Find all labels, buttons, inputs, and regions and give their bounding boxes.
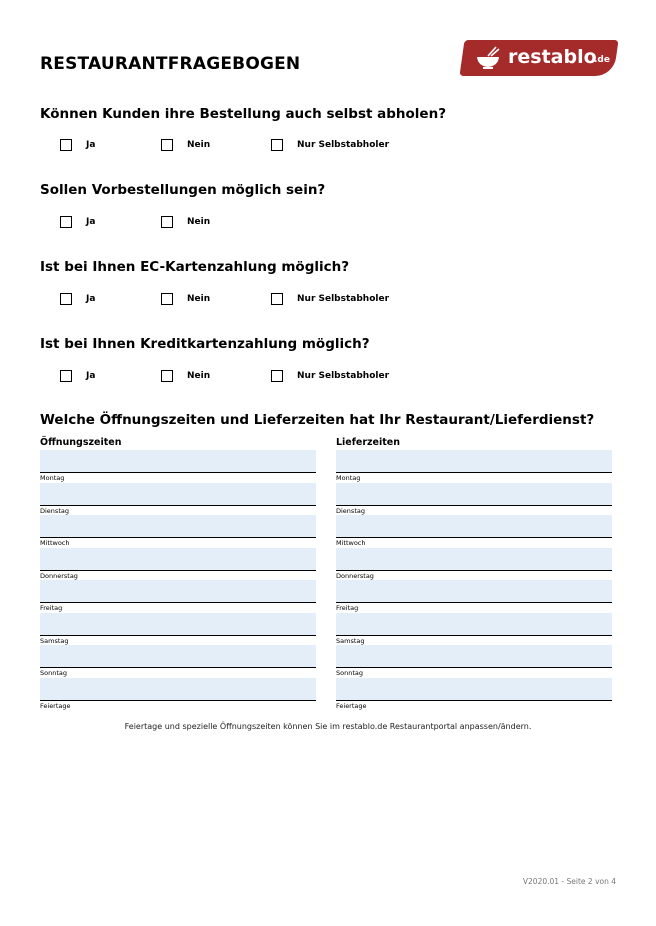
opening-hours-row <box>40 548 316 580</box>
day-label: Feiertage <box>40 701 71 710</box>
option-label: Nein <box>187 371 211 381</box>
day-label: Samstag <box>40 636 69 645</box>
delivery-hours-row <box>336 645 612 677</box>
delivery-hours-row <box>336 515 612 547</box>
day-label: Feiertage <box>336 701 367 710</box>
delivery-hours-time-field[interactable] <box>336 580 612 603</box>
option-label: Nein <box>187 294 211 304</box>
checkbox[interactable] <box>161 293 173 305</box>
opening-hours-time-field[interactable] <box>40 515 316 538</box>
question-self-pickup: Können Kunden ihre Bestellung auch selbst abholen? <box>40 106 447 122</box>
opening-hours-row <box>40 645 316 677</box>
day-label: Donnerstag <box>40 571 78 580</box>
delivery-hours-time-field[interactable] <box>336 613 612 636</box>
checkbox[interactable] <box>60 370 72 382</box>
checkbox[interactable] <box>161 370 173 382</box>
day-label: Montag <box>336 474 361 482</box>
delivery-hours-time-field[interactable] <box>336 678 612 701</box>
opening-hours-row <box>40 515 316 547</box>
checkbox[interactable] <box>161 139 173 151</box>
opening-hours-row <box>40 613 316 645</box>
logo-text: restablo <box>508 46 597 68</box>
logo-tld: .de <box>594 55 610 65</box>
checkbox[interactable] <box>60 216 72 228</box>
day-label: Freitag <box>40 604 63 612</box>
option-label: Nein <box>187 217 211 227</box>
option-label: Ja <box>86 371 96 381</box>
day-label: Freitag <box>336 604 359 612</box>
day-label: Dienstag <box>336 506 365 515</box>
checkbox[interactable] <box>271 370 283 382</box>
day-label: Sonntag <box>336 669 363 677</box>
checkbox[interactable] <box>271 139 283 151</box>
option-label: Nur Selbstabholer <box>297 140 390 150</box>
day-label: Montag <box>40 474 65 482</box>
opening-hours-time-field[interactable] <box>40 613 316 636</box>
option-label: Ja <box>86 217 96 227</box>
checkbox[interactable] <box>60 139 72 151</box>
option-label: Nur Selbstabholer <box>297 294 390 304</box>
opening-hours-time-field[interactable] <box>40 548 316 571</box>
day-label: Donnerstag <box>336 571 374 580</box>
opening-hours-time-field[interactable] <box>40 450 316 473</box>
delivery-hours-heading: Lieferzeiten <box>336 437 400 448</box>
delivery-hours-time-field[interactable] <box>336 483 612 506</box>
checkbox[interactable] <box>60 293 72 305</box>
delivery-hours-time-field[interactable] <box>336 450 612 473</box>
day-label: Dienstag <box>40 506 69 515</box>
delivery-hours-row <box>336 580 612 612</box>
checkbox[interactable] <box>271 293 283 305</box>
opening-hours-time-field[interactable] <box>40 645 316 668</box>
question-credit-card: Ist bei Ihnen Kreditkartenzahlung möglich? <box>40 336 370 352</box>
delivery-hours-row <box>336 613 612 645</box>
delivery-hours-time-field[interactable] <box>336 515 612 538</box>
page-footer: V2020.01 - Seite 2 von 4 <box>522 877 616 886</box>
option-label: Nur Selbstabholer <box>297 371 390 381</box>
option-label: Nein <box>187 140 211 150</box>
delivery-hours-row <box>336 548 612 580</box>
opening-hours-row <box>40 580 316 612</box>
opening-hours-time-field[interactable] <box>40 678 316 701</box>
opening-hours-time-field[interactable] <box>40 580 316 603</box>
question-ec-card: Ist bei Ihnen EC-Kartenzahlung möglich? <box>40 259 350 275</box>
delivery-hours-time-field[interactable] <box>336 548 612 571</box>
opening-hours-row <box>40 483 316 515</box>
opening-hours-heading: Öffnungszeiten <box>40 437 122 448</box>
option-label: Ja <box>86 294 96 304</box>
opening-hours-row <box>40 450 316 482</box>
day-label: Samstag <box>336 636 365 645</box>
delivery-hours-row <box>336 678 612 710</box>
document-title: RESTAURANTFRAGEBOGEN <box>40 54 301 74</box>
holiday-note: Feiertage und spezielle Öffnungszeiten können Sie im restablo.de Restaurantportal anpassen/ändern. <box>124 722 532 731</box>
delivery-hours-row <box>336 450 612 482</box>
restablo-logo <box>462 40 616 76</box>
bowl-icon <box>474 45 502 71</box>
day-label: Mittwoch <box>336 539 366 547</box>
day-label: Mittwoch <box>40 539 70 547</box>
opening-hours-row <box>40 678 316 710</box>
day-label: Sonntag <box>40 669 67 677</box>
option-label: Ja <box>86 140 96 150</box>
delivery-hours-row <box>336 483 612 515</box>
hours-section-title: Welche Öffnungszeiten und Lieferzeiten hat Ihr Restaurant/Lieferdienst? <box>40 412 595 428</box>
delivery-hours-time-field[interactable] <box>336 645 612 668</box>
opening-hours-time-field[interactable] <box>40 483 316 506</box>
question-preorders: Sollen Vorbestellungen möglich sein? <box>40 182 326 198</box>
checkbox[interactable] <box>161 216 173 228</box>
